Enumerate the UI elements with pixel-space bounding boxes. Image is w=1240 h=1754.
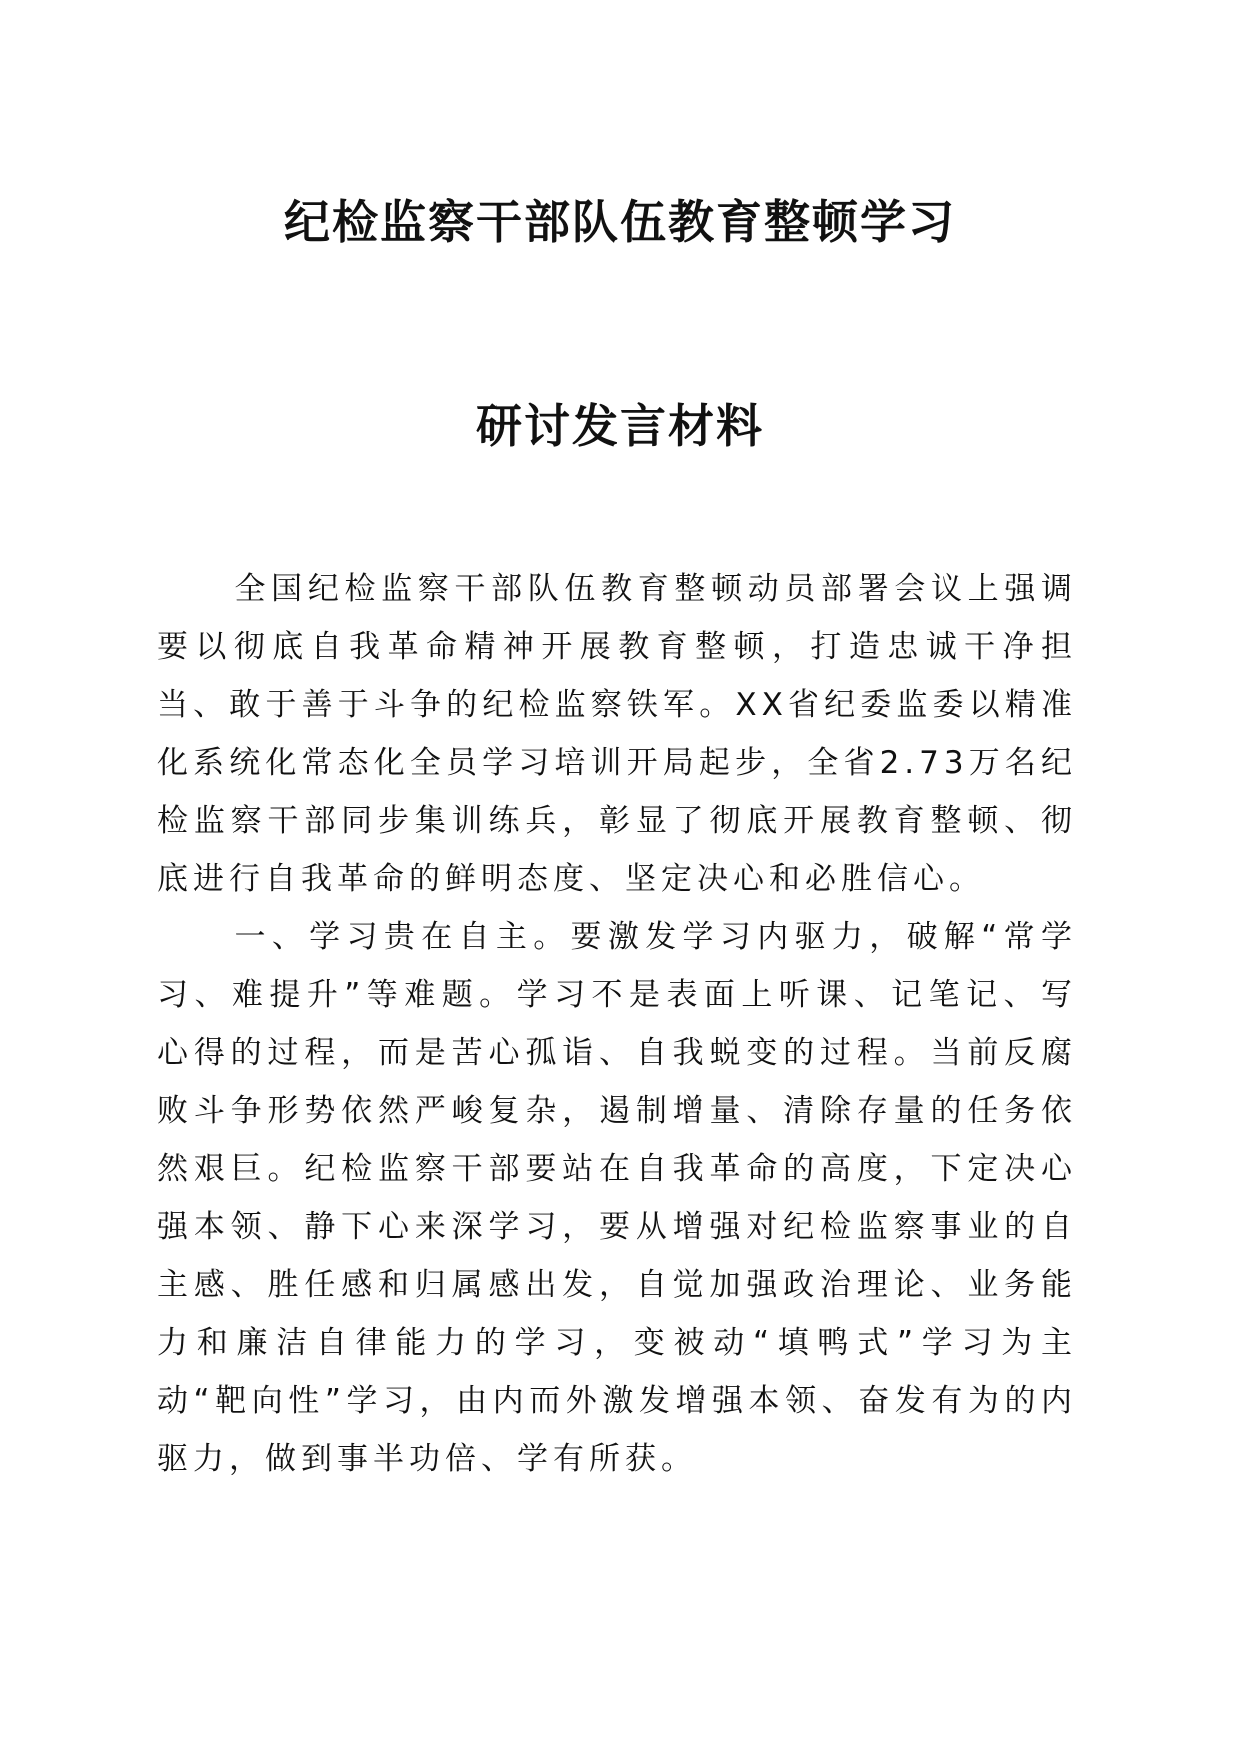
body-paragraph-intro: 全国纪检监察干部队伍教育整顿动员部署会议上强调要以彻底自我革命精神开展教育整顿，打造忠诚干净担当、敢于善于斗争的纪检监察铁军。XX省纪委监委以精准化系统化常态化全员学习培训开局起步，全省2.73万名纪检监察干部同步集训练兵，彰显了彻底开展教育整顿、彻底进行自我革命的鲜明态度、坚定决心和必胜信心。 [157, 571, 1077, 897]
document-body [157, 560, 1077, 1488]
document-title-line-1: 纪检监察干部队伍教育整顿学习 [284, 195, 956, 249]
body-paragraph-section-1: 一、学习贵在自主。要激发学习内驱力，破解“常学习、难提升”等难题。学习不是表面上听课、记笔记、写心得的过程，而是苦心孤诣、自我蜕变的过程。当前反腐败斗争形势依然严峻复杂，遏制增量、清除存量的任务依然艰巨。纪检监察干部要站在自我革命的高度，下定决心强本领、静下心来深学习，要从增强对纪检监察事业的自主感、胜任感和归属感出发，自觉加强政治理论、业务能力和廉洁自律能力的学习，变被动“填鸭式”学习为主动“靶向性”学习，由内而外激发增强本领、奋发有为的内驱力，做到事半功倍、学有所获。 [157, 919, 1077, 1477]
document-title-line-2: 研讨发言材料 [476, 399, 764, 453]
